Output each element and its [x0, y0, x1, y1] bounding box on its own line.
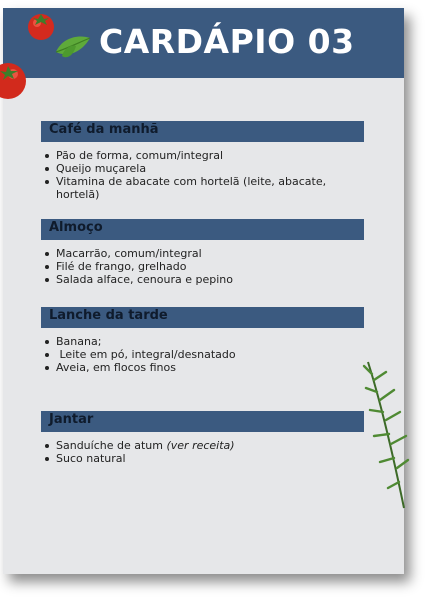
list-item: Salada alface, cenoura e pepino: [43, 273, 363, 286]
basil-leaf-icon: [52, 30, 94, 64]
section-list-afternoon-snack: [43, 335, 363, 374]
page-title: CARDÁPIO 03: [99, 22, 355, 61]
section-header-lunch: [41, 219, 364, 240]
list-item: Aveia, em flocos finos: [43, 361, 363, 374]
list-item: Leite em pó, integral/desnatado: [43, 348, 363, 361]
section-list-breakfast: [43, 149, 363, 201]
list-item: Pão de forma, comum/integral: [43, 149, 363, 162]
list-item: Suco natural: [43, 452, 363, 465]
menu-card: [3, 8, 404, 574]
section-label: Lanche da tarde: [49, 308, 168, 323]
item-text: Sanduíche de atum: [56, 439, 167, 452]
section-list-lunch: [43, 247, 363, 286]
list-item: [43, 439, 363, 452]
section-label: Café da manhã: [49, 122, 159, 137]
section-header-afternoon-snack: [41, 307, 364, 328]
list-item: Banana;: [43, 335, 363, 348]
section-header-breakfast: [41, 121, 364, 142]
list-item: Queijo muçarela: [43, 162, 363, 175]
recipe-note: (ver receita): [166, 439, 235, 452]
section-list-dinner: [43, 439, 363, 465]
tomato-icon: [0, 58, 28, 104]
list-item: Filé de frango, grelhado: [43, 260, 363, 273]
list-item: Vitamina de abacate com hortelã (leite, abacate, hortelã): [43, 175, 363, 201]
rosemary-sprig-icon: [362, 360, 410, 510]
section-label: Jantar: [49, 412, 94, 427]
section-label: Almoço: [49, 220, 103, 235]
list-item: Macarrão, comum/integral: [43, 247, 363, 260]
section-header-dinner: [41, 411, 364, 432]
